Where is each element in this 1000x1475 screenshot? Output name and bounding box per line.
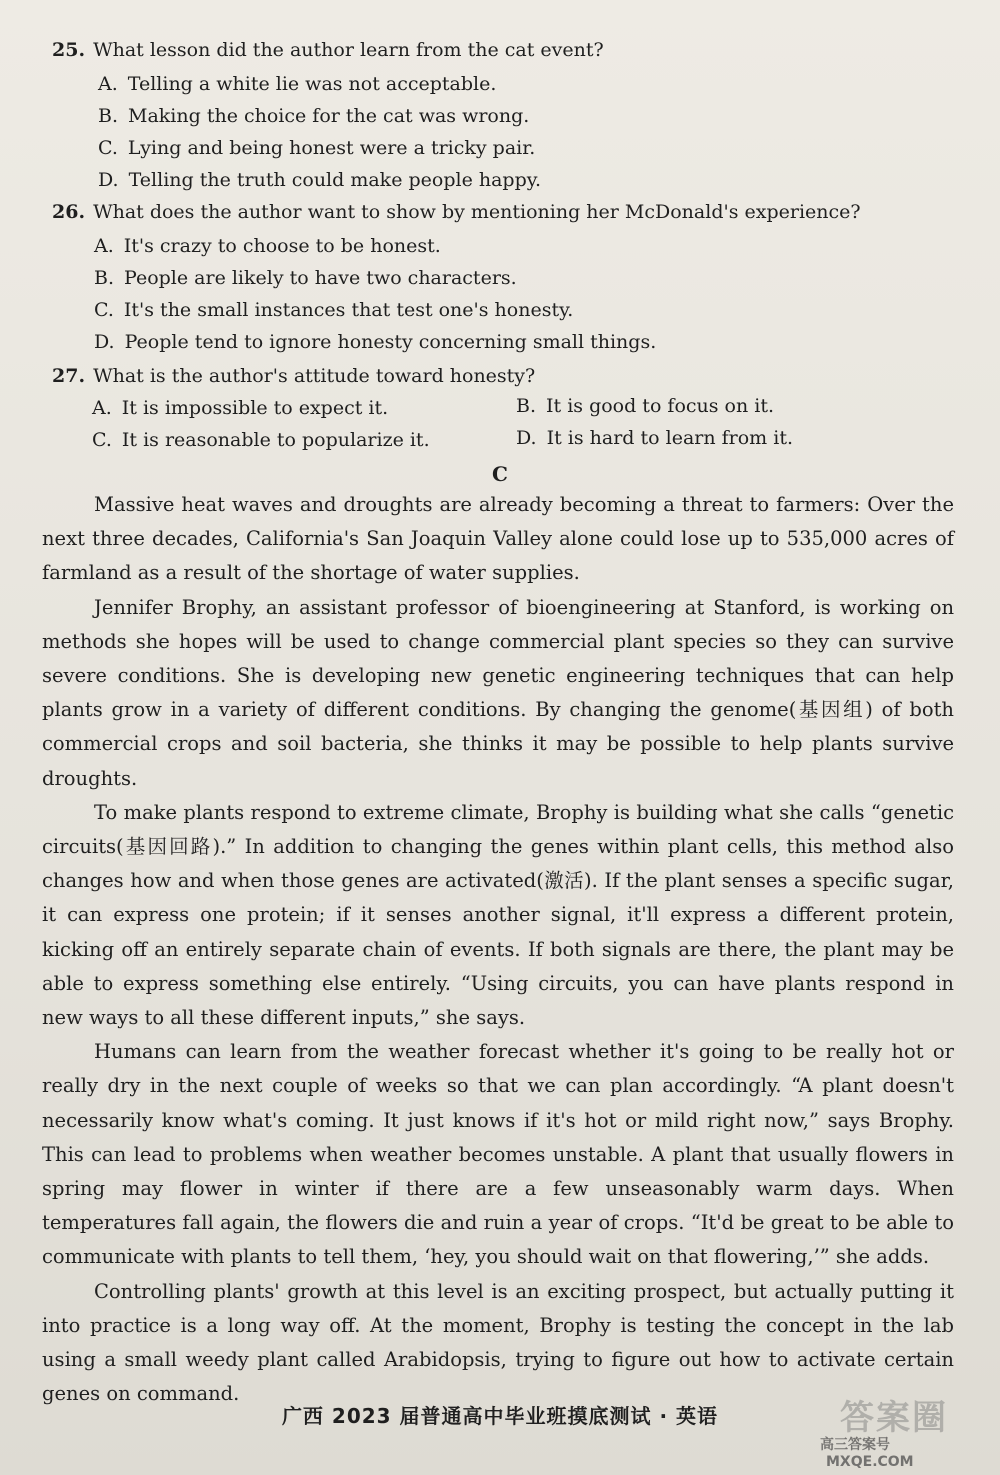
option-25-a: A. Telling a white lie was not acceptable. — [98, 73, 497, 95]
option-25-b: B. Making the choice for the cat was wrong. — [98, 105, 530, 127]
section-title: C — [492, 462, 508, 486]
paragraph: Controlling plants' growth at this level is an exciting prospect, but actually putting it into practice is a long way off. At the moment, Brophy is testing the concept in the lab using a small weedy plant called Arabidopsis, trying to figure out how to activate certain genes on command. — [42, 1279, 954, 1406]
question-text: What lesson did the author learn from the cat event? — [93, 39, 604, 61]
watermark — [820, 1390, 970, 1470]
option-26-d: D. People tend to ignore honesty concerning small things. — [94, 331, 657, 353]
question-number: 25. — [52, 39, 86, 61]
option-26-b: B. People are likely to have two characters. — [94, 267, 517, 289]
option-27-c: C. It is reasonable to popularize it. — [92, 429, 430, 451]
option-27-a: A. It is impossible to expect it. — [92, 397, 389, 419]
option-26-c: C. It's the small instances that test one's honesty. — [94, 299, 574, 321]
option-25-d: D. Telling the truth could make people happy. — [98, 169, 541, 191]
page-footer: 广西 2023 届普通高中毕业班摸底测试 · 英语 — [281, 1404, 719, 1428]
question-25 — [52, 38, 604, 62]
question-text: What does the author want to show by mentioning her McDonald's experience? — [93, 201, 861, 223]
paragraph: Massive heat waves and droughts are already becoming a threat to farmers: Over the next three decades, California's San Joaquin Valley alone could lose up to 535,000 acres of farmland as a result of the shortage of water supplies. — [42, 493, 954, 585]
paragraph: Humans can learn from the weather forecast whether it's going to be really hot or really dry in the next couple of weeks so that we can plan accordingly. “A plant doesn't necessarily know what's coming. It just knows if it's hot or mild right now,” says Brophy. This can lead to problems when weather becomes unstable. A plant that usually flowers in spring may flower in winter if there are a few unseasonably warm days. When temperatures fall again, the flowers die and ruin a year of crops. “It'd be great to be able to communicate with plants to tell them, ‘hey, you should wait on that flowering,’” she adds. — [42, 1040, 954, 1269]
reading-passage — [42, 488, 954, 1411]
watermark-text: 高三答案号 MXQE.COM — [820, 1437, 914, 1470]
question-number: 26. — [52, 201, 86, 223]
option-27-d: D. It is hard to learn from it. — [516, 427, 793, 449]
option-27-b: B. It is good to focus on it. — [516, 395, 775, 417]
option-25-c: C. Lying and being honest were a tricky pair. — [98, 137, 536, 159]
option-26-a: A. It's crazy to choose to be honest. — [94, 235, 441, 257]
question-27 — [52, 364, 535, 388]
question-26 — [52, 200, 861, 224]
paragraph: Jennifer Brophy, an assistant professor of bioengineering at Stanford, is working on methods she hopes will be used to change commercial plant species so they can survive severe conditions. She is developing new genetic engineering techniques that can help plants grow in a variety of different conditions. By changing the genome(基因组) of both commercial crops and soil bacteria, she thinks it may be possible to help plants survive droughts. — [42, 595, 954, 790]
question-number: 27. — [52, 365, 86, 387]
paragraph: To make plants respond to extreme climate, Brophy is building what she calls “genetic circuits(基因回路).” In addition to changing the genes within plant cells, this method also changes how and when those genes are activated(激活). If the plant senses a specific sugar, it can express one protein; if it senses another signal, it'll express a different protein, kicking off an entirely separate chain of events. If both signals are there, the plant may be able to express something else entirely. “Using circuits, you can have plants respond in new ways to all these different inputs,” she says. — [42, 800, 954, 1030]
question-text: What is the author's attitude toward honesty? — [93, 365, 536, 387]
watermark-logo: 答案圈 — [840, 1398, 948, 1438]
